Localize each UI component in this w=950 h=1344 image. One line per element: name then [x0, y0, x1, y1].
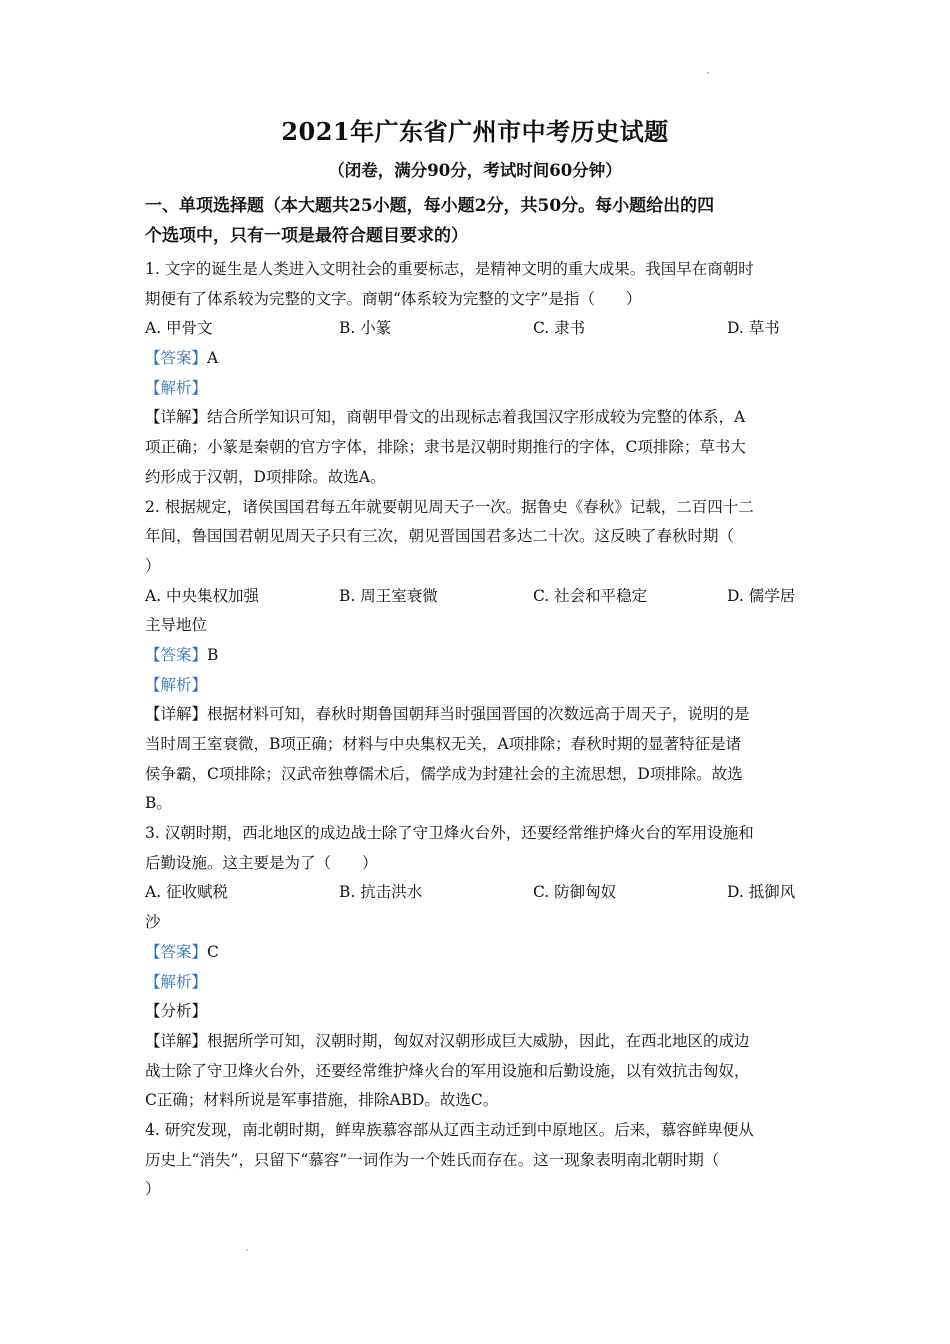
- detail-line: C正确；材料所说是军事措施，排除ABD。故选C。: [145, 1091, 499, 1110]
- question-stem-line: ）: [145, 556, 161, 575]
- answer-value: B: [207, 645, 219, 664]
- option-d: D. 草书: [727, 319, 780, 338]
- page-title: 2021年广东省广州市中考历史试题: [281, 117, 669, 146]
- detail-label: 【详解】: [145, 408, 208, 427]
- option-c: C. 防御匈奴: [533, 883, 617, 902]
- question-options: [145, 878, 810, 908]
- detail-line: 项正确；小篆是秦朝的官方字体，排除；隶书是汉朝时期推行的字体，C项排除；草书大: [145, 438, 746, 457]
- detail-text: 根据材料可知，春秋时期鲁国朝拜当时强国晋国的次数远高于周天子，说明的是: [207, 705, 750, 724]
- answer-label: 【答案】: [145, 942, 208, 961]
- answer-value: C: [207, 942, 219, 961]
- analysis-line: [145, 374, 810, 404]
- page-subtitle: （闭卷，满分90分，考试时间60分钟）: [328, 161, 622, 180]
- option-continuation: 沙: [145, 913, 161, 932]
- question-options: [145, 314, 810, 344]
- option-d: D. 抵御风: [727, 883, 796, 902]
- option-b: B. 小篆: [339, 319, 392, 338]
- section-heading-line: 个选项中，只有一项是最符合题目要求的）: [145, 225, 468, 246]
- detail-text: 根据所学可知，汉朝时期，匈奴对汉朝形成巨大威胁，因此，在西北地区的成边: [207, 1031, 750, 1050]
- question-stem-line: 期便有了体系较为完整的文字。商朝“体系较为完整的文字”是指（ ）: [145, 289, 642, 308]
- question-2: [145, 493, 810, 820]
- question-options: [145, 582, 810, 612]
- detail-line: 约形成于汉朝，D项排除。故选A。: [145, 467, 386, 486]
- question-stem-line: 后勤设施。这主要是为了（ ）: [145, 853, 378, 872]
- option-b: B. 抗击洪水: [339, 883, 423, 902]
- analysis-label: 【解析】: [145, 378, 208, 397]
- question-stem-line: 历史上“消失”，只留下“慕容”一词作为一个姓氏而存在。这一现象表明南北朝时期（: [145, 1150, 720, 1169]
- option-a: A. 甲骨文: [145, 319, 213, 338]
- detail-line: 战士除了守卫烽火台外，还要经常维护烽火台的军用设施和后勤设施，以有效抗击匈奴，: [145, 1061, 750, 1080]
- analysis-extra-label: 【分析】: [145, 1002, 208, 1021]
- detail-line: 侯争霸，C项排除；汉武帝独尊儒术后，儒学成为封建社会的主流思想，D项排除。故选: [145, 764, 743, 783]
- detail-line: 当时周王室衰微，B项正确；材料与中央集权无关，A项排除；春秋时期的显著特征是诸: [145, 735, 742, 753]
- option-d: D. 儒学居: [727, 586, 796, 605]
- option-b: B. 周王室衰微: [339, 586, 438, 605]
- question-list: [145, 255, 810, 1205]
- option-a: A. 征收赋税: [145, 883, 229, 902]
- question-1: [145, 255, 810, 493]
- answer-line: [145, 938, 810, 968]
- analysis-line: [145, 968, 810, 998]
- analysis-label: 【解析】: [145, 675, 208, 694]
- option-c: C. 隶书: [533, 319, 586, 338]
- detail-line: [145, 700, 810, 730]
- question-4: [145, 1116, 810, 1205]
- answer-label: 【答案】: [145, 645, 208, 664]
- option-continuation: 主导地位: [145, 616, 208, 635]
- question-stem-line: 1. 文字的诞生是人类进入文明社会的重要标志，是精神文明的重大成果。我国早在商朝时: [145, 260, 754, 278]
- option-a: A. 中央集权加强: [145, 586, 260, 605]
- question-stem-line: 2. 根据规定，诸侯国国君每五年就要朝见周天子一次。据鲁史《春秋》记载，二百四十二: [145, 497, 754, 516]
- detail-line: [145, 403, 810, 433]
- section-heading-line: 一、单项选择题（本大题共25小题，每小题2分，共50分。每小题给出的四: [145, 196, 715, 216]
- detail-text: 结合所学知识可知，商朝甲骨文的出现标志着我国汉字形成较为完整的体系，A: [207, 408, 746, 427]
- analysis-label: 【解析】: [145, 972, 208, 991]
- answer-value: A: [207, 349, 219, 368]
- detail-line: [145, 1027, 810, 1057]
- question-3: [145, 819, 810, 1116]
- analysis-line: [145, 671, 810, 701]
- answer-line: [145, 641, 810, 671]
- section-heading: [145, 190, 815, 249]
- detail-line: B。: [145, 794, 172, 813]
- question-stem-line: 年间，鲁国国君朝见周天子只有三次，朝见晋国国君多达二十次。这反映了春秋时期（: [145, 527, 735, 546]
- question-stem-line: ）: [145, 1180, 161, 1199]
- answer-line: [145, 344, 810, 374]
- question-stem-line: 4. 研究发现，南北朝时期，鲜卑族慕容部从辽西主动迁到中原地区。后来，慕容鲜卑便从: [145, 1120, 754, 1139]
- answer-label: 【答案】: [145, 349, 208, 368]
- detail-label: 【详解】: [145, 705, 208, 724]
- corner-mark: [246, 1249, 248, 1251]
- detail-label: 【详解】: [145, 1031, 208, 1050]
- analysis-extra-line: [145, 997, 810, 1027]
- question-stem-line: 3. 汉朝时期，西北地区的成边战士除了守卫烽火台外，还要经常维护烽火台的军用设施和: [145, 824, 754, 843]
- corner-mark: [707, 72, 709, 74]
- option-c: C. 社会和平稳定: [533, 586, 648, 605]
